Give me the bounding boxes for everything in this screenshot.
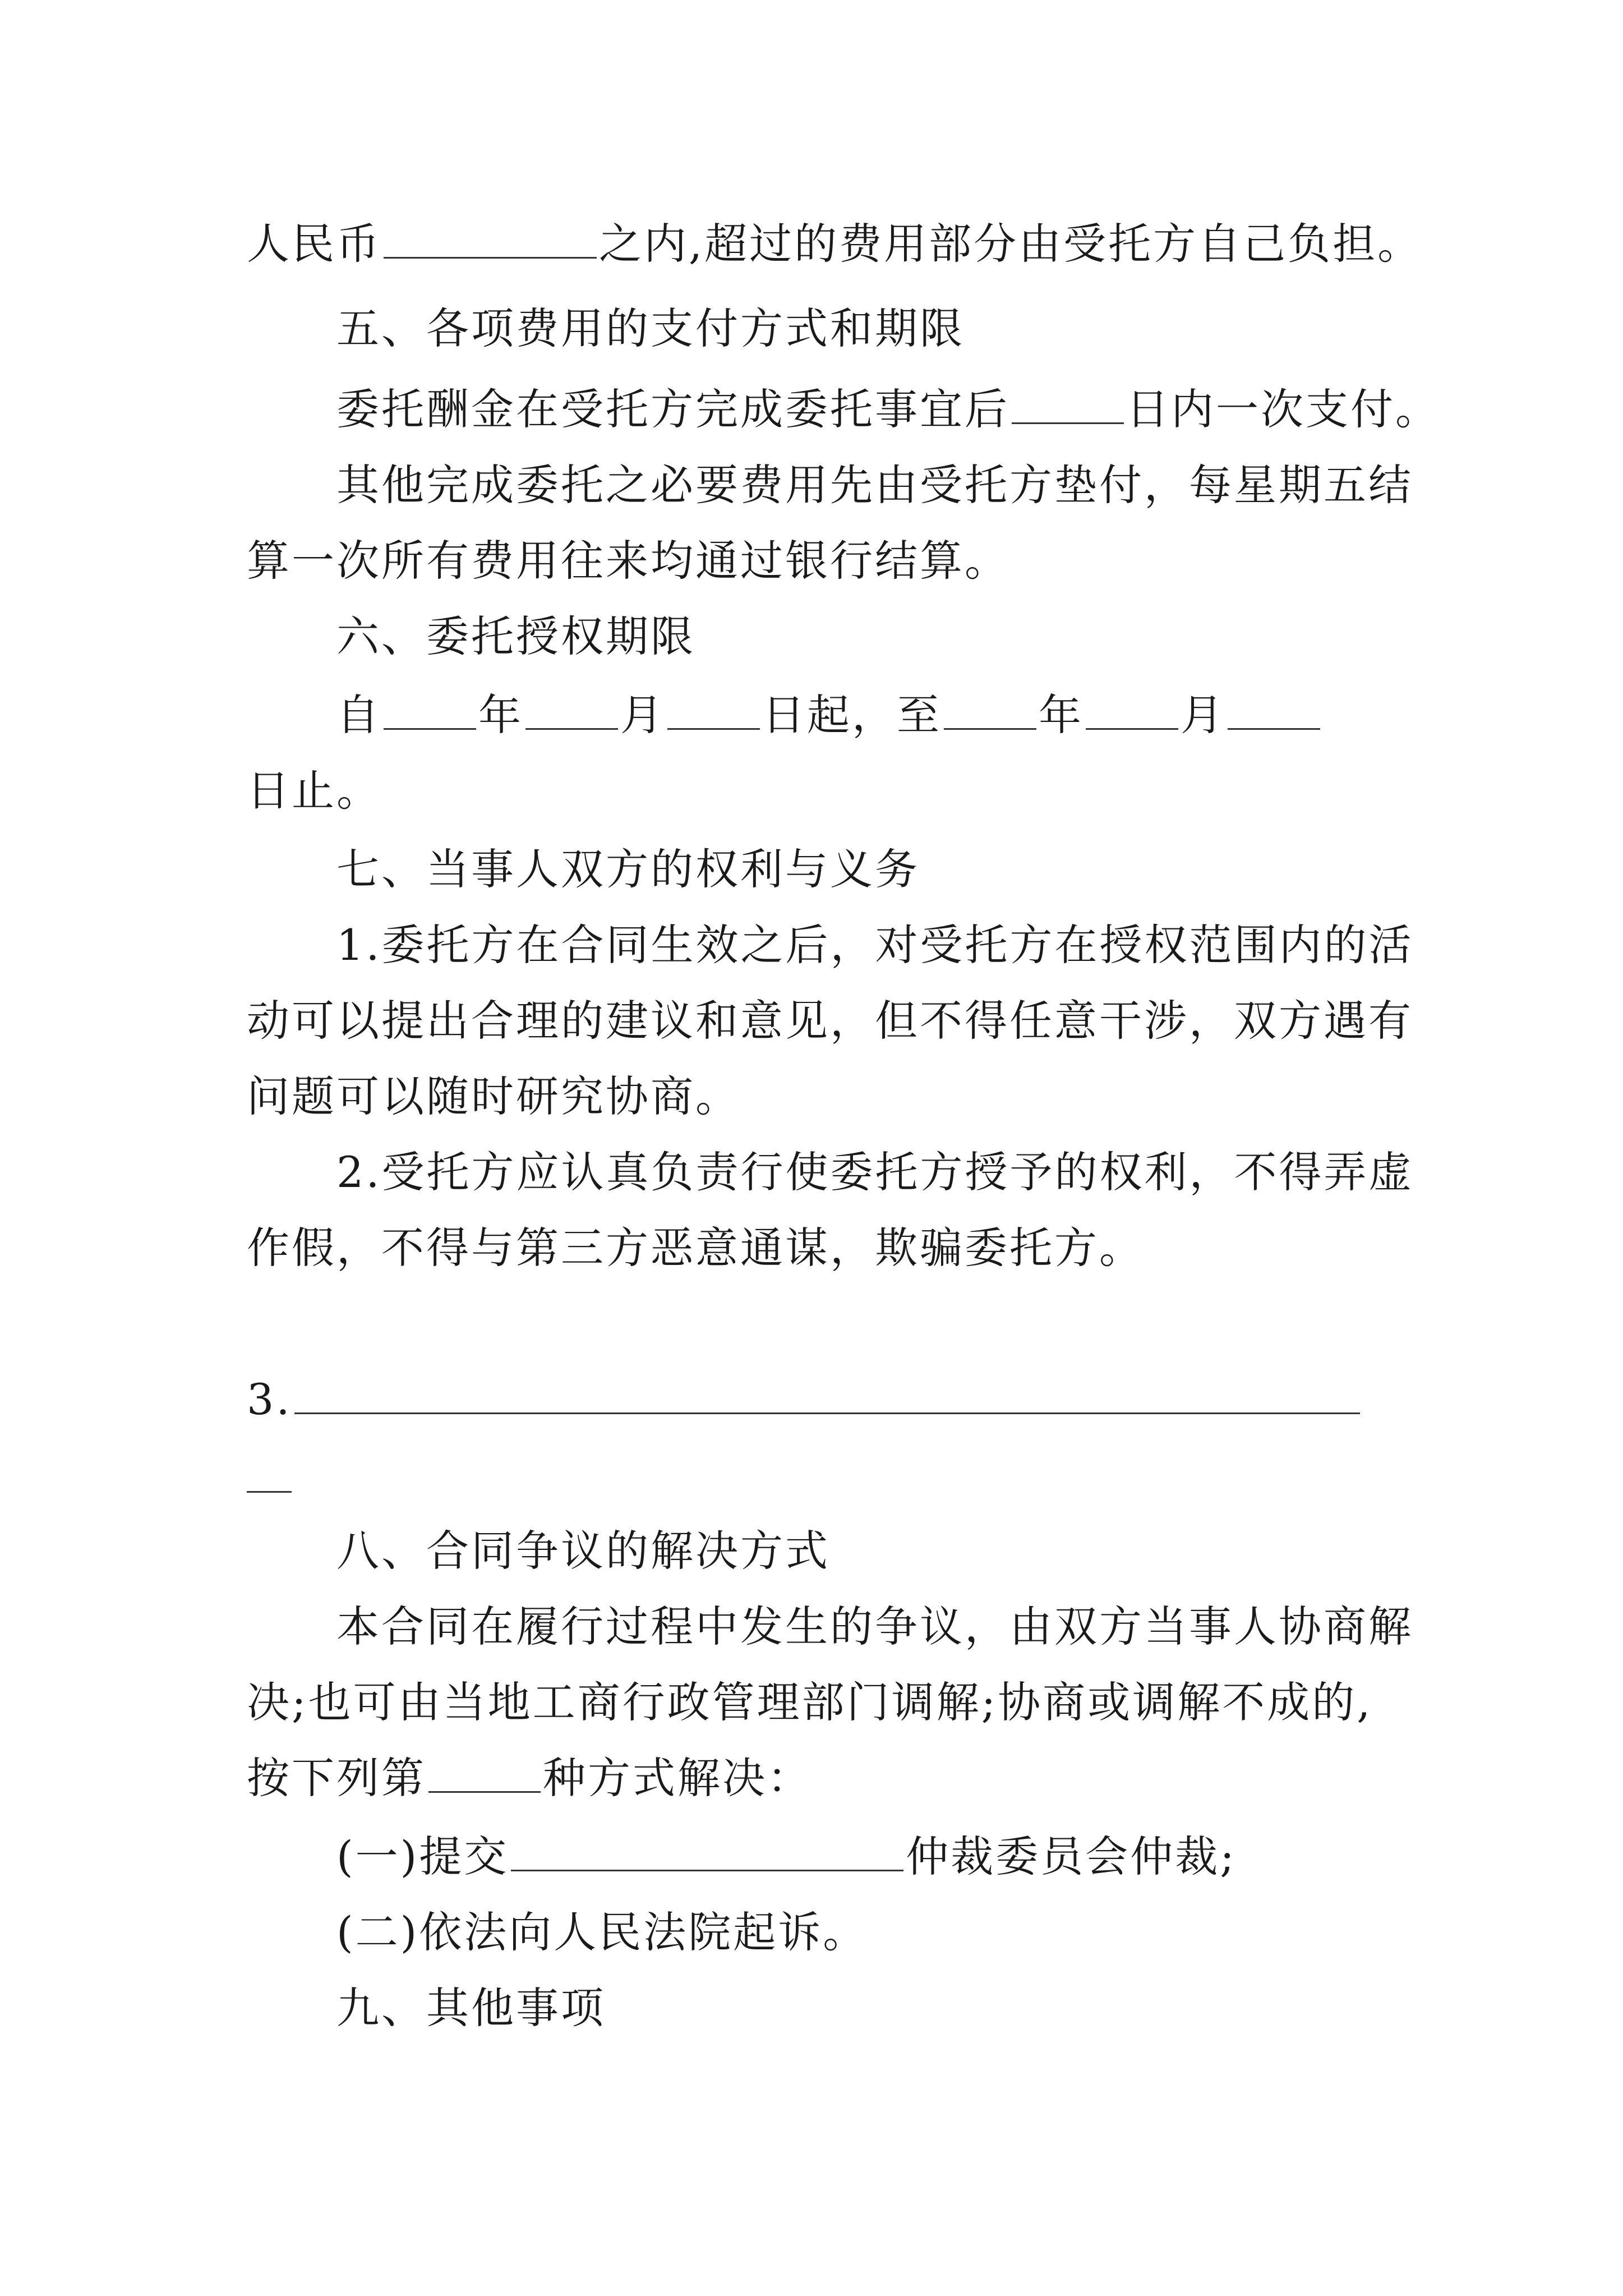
text-line-13: 2.受托方应认真负责行使委托方授予的权利，不得弄虚 — [336, 1147, 1414, 1197]
blank-item-3-cont[interactable] — [247, 1452, 292, 1493]
blank-end-year[interactable] — [944, 689, 1036, 730]
text-submit: (一)提交 — [336, 1832, 509, 1881]
text-line-14: 作假，不得与第三方恶意通谋，欺骗委托方。 — [247, 1223, 1144, 1273]
blank-days[interactable] — [1012, 383, 1124, 424]
section-5-heading: 五、各项费用的支付方式和期限 — [336, 303, 965, 353]
section-8-heading: 八、合同争议的解决方式 — [336, 1526, 830, 1576]
blank-method-number[interactable] — [428, 1752, 541, 1793]
section-6-heading: 六、委托授权期限 — [336, 611, 695, 661]
text-line-20 — [247, 1750, 1391, 1806]
blank-amount[interactable] — [384, 218, 597, 259]
text-year: 年 — [478, 690, 523, 740]
text-fee-payment: 委托酬金在受托方完成委托事宜后 — [336, 384, 1009, 434]
item-3-number: 3. — [247, 1374, 292, 1424]
text-line-18: 本合同在履行过程中发生的争议，由双方当事人协商解 — [336, 1602, 1413, 1651]
text-line-8: 日止。 — [247, 766, 381, 816]
section-9-heading: 九、其他事项 — [336, 1983, 606, 2033]
blank-end-month[interactable] — [1086, 689, 1178, 730]
text-day-to: 日起，至 — [762, 690, 942, 740]
text-line-15 — [247, 1372, 1391, 1428]
text-year: 年 — [1039, 690, 1083, 740]
blank-arbitration-committee[interactable] — [511, 1830, 903, 1871]
text-line-4: 其他完成委托之必要费用先由受托方垫付，每星期五结 — [336, 460, 1413, 510]
text-line-12: 问题可以随时研究协商。 — [247, 1071, 740, 1121]
text-month: 月 — [1181, 690, 1225, 740]
blank-start-year[interactable] — [384, 689, 476, 730]
blank-start-month[interactable] — [525, 689, 618, 730]
text-method: 种方式解决： — [543, 1753, 812, 1803]
text-line-1 — [247, 216, 1423, 272]
text-payment-once: 日内一次支付。 — [1126, 384, 1440, 434]
text-cost-burden: 之内,超过的费用部分由受托方自己负担。 — [599, 219, 1423, 269]
text-line-11: 动可以提出合理的建议和意见，但不得任意干涉，双方遇有 — [247, 996, 1413, 1046]
text-line-19: 决;也可由当地工商行政管理部门调解;协商或调解不成的, — [247, 1677, 1373, 1727]
text-choose: 按下列第 — [247, 1753, 426, 1803]
text-line-3 — [336, 381, 1440, 438]
text-rmb: 人民币 — [247, 219, 381, 269]
blank-item-3[interactable] — [294, 1373, 1360, 1414]
text-month: 月 — [620, 690, 665, 740]
text-arbitration: 仲裁委员会仲裁; — [906, 1832, 1237, 1881]
blank-start-day[interactable] — [667, 689, 760, 730]
text-line-7 — [336, 687, 1391, 743]
section-7-heading: 七、当事人双方的权利与义务 — [336, 844, 920, 894]
blank-end-day[interactable] — [1228, 689, 1320, 730]
text-line-5: 算一次所有费用往来均通过银行结算。 — [247, 536, 1009, 586]
text-line-16 — [247, 1450, 1391, 1506]
text-from: 自 — [336, 690, 381, 740]
text-line-22: (二)依法向人民法院起诉。 — [336, 1907, 868, 1957]
text-line-21 — [336, 1829, 1391, 1885]
text-line-10: 1.委托方在合同生效之后，对受托方在授权范围内的活 — [336, 920, 1414, 970]
